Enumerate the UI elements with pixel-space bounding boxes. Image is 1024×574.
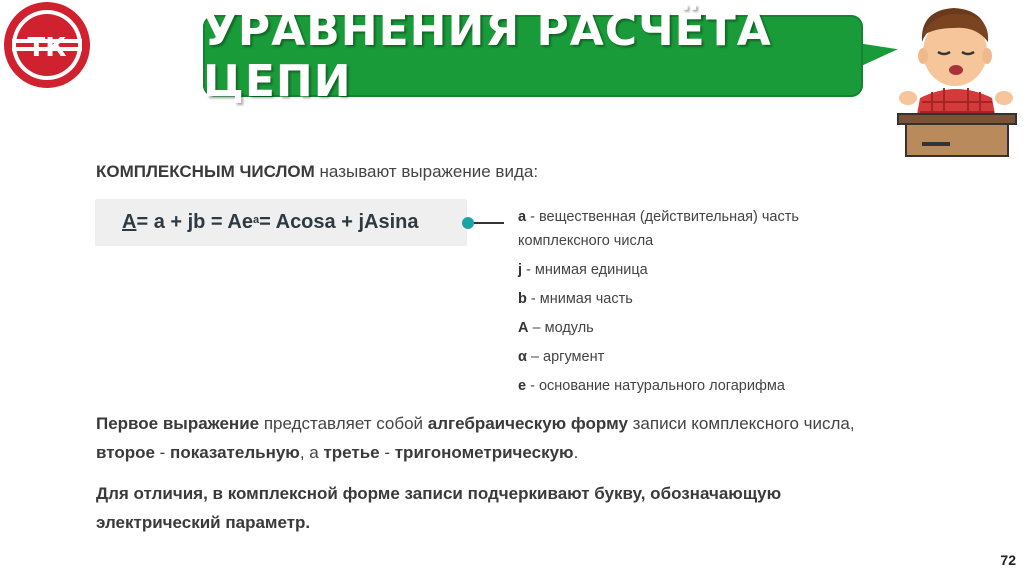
bold-phrase: Первое выражение — [96, 414, 260, 433]
definition-rest: называют выражение вида: — [314, 162, 539, 181]
text-phrase: . — [573, 443, 579, 462]
legend-item — [518, 374, 848, 398]
text-phrase: представляет собой — [259, 414, 428, 433]
formula-underlined-a: A — [122, 211, 137, 233]
legend-item — [518, 287, 848, 311]
college-logo — [3, 1, 91, 89]
legend-item — [518, 205, 848, 253]
legend-symbol: e — [518, 378, 527, 394]
text-phrase: записи комплексного числа, — [627, 414, 855, 433]
bold-phrase: второе — [96, 443, 155, 462]
page-title: УРАВНЕНИЯ РАСЧЁТА ЦЕПИ — [203, 5, 772, 107]
legend-symbol: α — [518, 349, 527, 365]
legend-item — [518, 258, 848, 282]
forms-paragraph — [96, 409, 856, 467]
underline-note-paragraph: Для отличия, в комплексной форме записи подчеркивают букву, обозначающую электрический параметр. — [96, 484, 782, 532]
bold-phrase: тригонометрическую — [394, 443, 574, 462]
title-banner — [203, 5, 863, 107]
connector-line — [474, 222, 504, 224]
text-phrase: - — [379, 443, 395, 462]
teacher-mascot — [892, 2, 1022, 158]
formula-part1: = a + jb = Ae — [136, 211, 253, 233]
legend-symbol: j — [518, 262, 523, 278]
teacher-mascot-icon — [892, 2, 1022, 158]
definition-text — [96, 162, 538, 182]
legend-item — [518, 316, 848, 340]
page-number: 72 — [1000, 552, 1016, 568]
legend-text: – аргумент — [526, 349, 605, 365]
text-phrase: - — [154, 443, 171, 462]
legend-text: - вещественная (действительная) часть комплексного числа — [518, 209, 799, 249]
bold-phrase: показательную — [170, 443, 300, 462]
legend-symbol: A — [518, 320, 529, 336]
legend-symbol: a — [518, 209, 527, 225]
formula-legend — [518, 205, 848, 403]
legend-text: - мнимая единица — [522, 262, 648, 278]
formula-box — [95, 199, 467, 246]
svg-text:ТК: ТК — [27, 33, 67, 63]
legend-item — [518, 345, 848, 369]
legend-text: - мнимая часть — [526, 291, 633, 307]
definition-term: КОМПЛЕКСНЫМ ЧИСЛОМ — [96, 162, 315, 181]
college-logo-icon — [3, 1, 91, 89]
bold-phrase: третье — [323, 443, 380, 462]
text-phrase: , а — [299, 443, 324, 462]
connector-dot — [462, 217, 474, 229]
legend-symbol: b — [518, 291, 527, 307]
legend-text: – модуль — [528, 320, 594, 336]
formula-superscript: a — [253, 213, 260, 226]
bold-phrase: алгебраическую форму — [427, 414, 628, 433]
formula-part2: = Acosa + jAsina — [259, 211, 419, 233]
legend-text: - основание натурального логарифма — [526, 378, 785, 394]
